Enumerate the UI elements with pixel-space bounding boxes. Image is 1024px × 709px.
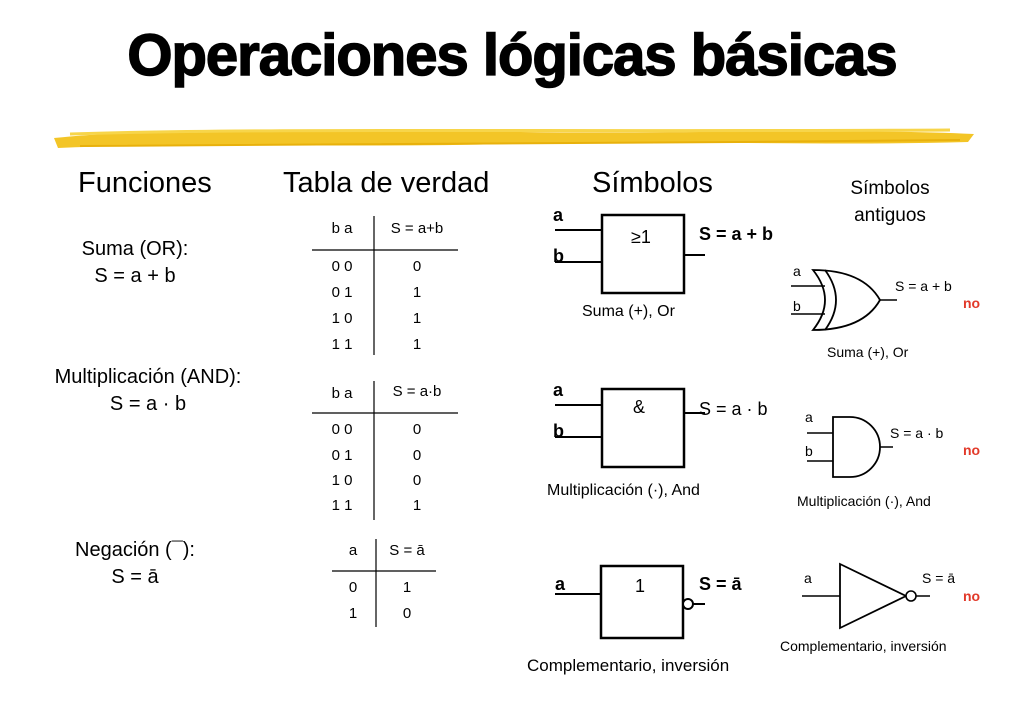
old-or-caption: Suma (+), Or <box>827 344 909 360</box>
function-and-expr: S = a · b <box>109 393 187 415</box>
old-not-input-a: a <box>804 570 812 586</box>
old-not-no: no <box>963 588 981 604</box>
header-tabla-de-verdad: Tabla de verdad <box>283 167 490 199</box>
function-or <box>40 236 230 290</box>
page-title: Operaciones lógicas básicas <box>127 23 897 88</box>
symbol-not <box>525 560 785 680</box>
truth-table-not <box>330 535 440 630</box>
or-mark: ≥1 <box>631 227 651 247</box>
old-and-input-b: b <box>805 443 813 459</box>
header-simbolos: Símbolos <box>592 167 713 199</box>
old-or-input-b: b <box>793 298 801 314</box>
old-or-no: no <box>963 295 981 311</box>
old-and-caption: Multiplicación (·), And <box>797 493 931 509</box>
highlight-brush-stroke <box>50 120 980 154</box>
table-header: a <box>348 542 358 559</box>
function-or-expr: S = a + b <box>94 265 176 287</box>
old-or-input-a: a <box>793 263 801 279</box>
or-output: S = a + b <box>699 224 774 244</box>
old-not-output: S = ā <box>922 570 956 586</box>
header-simbolos-antiguos <box>820 175 960 229</box>
old-symbol-not <box>780 560 995 660</box>
function-not-expr: S = ā <box>111 566 159 588</box>
table-cell: 0 0 <box>331 258 353 275</box>
table-header: S = a+b <box>390 220 444 237</box>
table-cell: 1 <box>412 497 422 514</box>
function-or-name: Suma (OR): <box>81 238 189 260</box>
table-cell: 0 <box>412 421 422 438</box>
old-symbol-and <box>795 405 1010 515</box>
table-cell: 0 <box>348 579 358 596</box>
old-and-input-a: a <box>805 409 813 425</box>
not-caption: Complementario, inversión <box>527 656 730 675</box>
table-cell: 0 <box>412 472 422 489</box>
table-cell: 1 <box>402 579 412 596</box>
function-and-name: Multiplicación (AND): <box>54 366 242 388</box>
symbol-and <box>545 375 805 505</box>
table-cell: 1 0 <box>331 310 353 327</box>
table-cell: 1 <box>412 336 422 353</box>
table-header: S = ā <box>389 542 425 559</box>
header-funciones: Funciones <box>78 167 212 199</box>
or-input-a: a <box>553 205 564 225</box>
or-caption: Suma (+), Or <box>582 303 675 320</box>
and-input-b: b <box>553 421 564 441</box>
table-cell: 0 <box>402 605 412 622</box>
function-not <box>40 537 230 591</box>
truth-table-or <box>310 212 460 357</box>
table-cell: 0 1 <box>331 447 353 464</box>
or-input-b: b <box>553 246 564 266</box>
old-and-no: no <box>963 442 981 458</box>
table-cell: 1 0 <box>331 472 353 489</box>
not-output: S = ā <box>699 574 742 594</box>
table-cell: 1 1 <box>331 336 353 353</box>
table-cell: 0 1 <box>331 284 353 301</box>
and-caption: Multiplicación (·), And <box>547 482 700 499</box>
truth-table-and <box>310 377 460 522</box>
symbol-or <box>545 200 805 330</box>
header-antiguos-line1: Símbolos <box>850 178 930 199</box>
old-not-caption: Complementario, inversión <box>780 638 947 654</box>
table-cell: 1 <box>348 605 358 622</box>
table-cell: 0 0 <box>331 421 353 438</box>
old-symbol-or <box>785 258 1000 368</box>
table-header: b a <box>331 385 353 402</box>
and-mark: & <box>633 397 646 417</box>
function-not-name: Negación (¯): <box>75 539 195 561</box>
old-and-output: S = a · b <box>890 425 944 441</box>
table-header: S = a·b <box>392 383 442 400</box>
not-input-a: a <box>555 574 566 594</box>
and-output: S = a · b <box>699 399 768 419</box>
table-cell: 0 <box>412 258 422 275</box>
not-mark: 1 <box>635 576 646 596</box>
header-antiguos-line2: antiguos <box>854 205 926 226</box>
old-or-output: S = a + b <box>895 278 952 294</box>
function-and <box>28 364 268 418</box>
table-cell: 0 <box>412 447 422 464</box>
and-input-a: a <box>553 380 564 400</box>
table-header: b a <box>331 220 353 237</box>
table-cell: 1 <box>412 310 422 327</box>
table-cell: 1 <box>412 284 422 301</box>
table-cell: 1 1 <box>331 497 353 514</box>
